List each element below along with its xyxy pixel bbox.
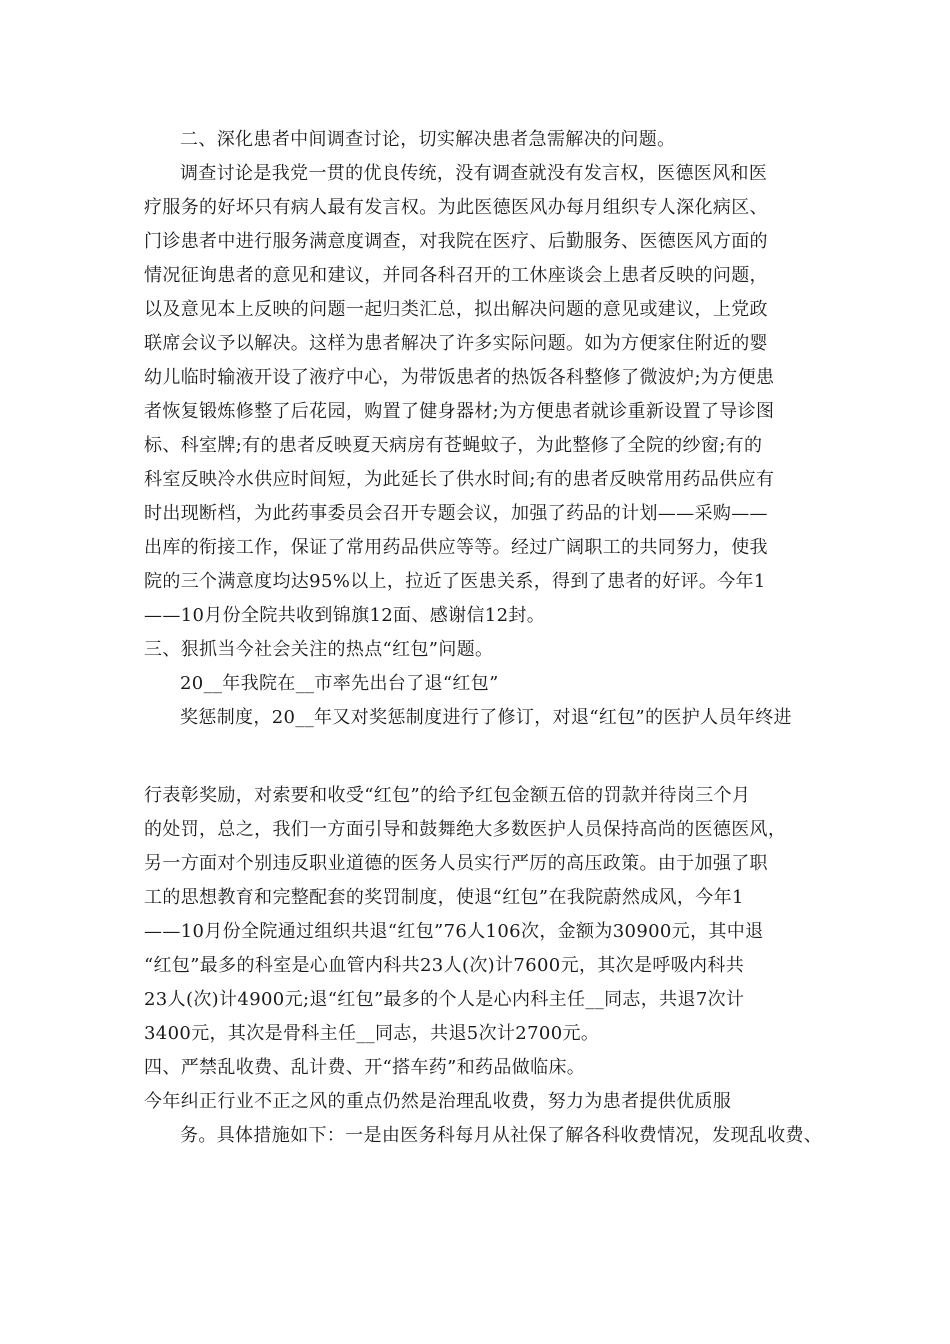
paragraph-line: 奖惩制度，20__年又对奖惩制度进行了修订，对退“红包”的医护人员年终进 — [180, 707, 792, 728]
paragraph-line: 标、科室牌;有的患者反映夏天病房有苍蝇蚊子，为此整修了全院的纱窗;有的 — [144, 435, 763, 456]
paragraph-line: 者恢复锻炼修整了后花园，购置了健身器材;为方便患者就诊重新设置了导诊图 — [144, 401, 775, 422]
paragraph-line: 另一方面对个别违反职业道德的医务人员实行严厉的高压政策。由于加强了职 — [144, 853, 768, 874]
paragraph-line: “红包”最多的科室是心血管内科共23人(次)计7600元，其次是呼吸内科共 — [144, 955, 745, 976]
paragraph-line: 院的三个满意度均达95%以上，拉近了医患关系，得到了患者的好评。今年1 — [144, 571, 766, 592]
paragraph-line: 幼儿临时输液开设了液疗中心，为带饭患者的热饭各科整修了微波炉;为方便患 — [144, 367, 775, 388]
paragraph-line: 以及意见本上反映的问题一起归类汇总，拟出解决问题的意见或建议，上党政 — [144, 299, 768, 320]
paragraph-line: 联席会议予以解决。这样为患者解决了许多实际问题。如为方便家住附近的婴 — [144, 333, 768, 354]
paragraph-line: 今年纠正行业不正之风的重点仍然是治理乱收费，努力为患者提供优质服 — [144, 1091, 732, 1112]
paragraph-line: 科室反映冷水供应时间短，为此延长了供水时间;有的患者反映常用药品供应有 — [144, 469, 775, 490]
paragraph-line: ——10月份全院通过组织共退“红包”76人106次，金额为30900元，其中退 — [144, 921, 764, 942]
paragraph-line: 的处罚，总之，我们一方面引导和鼓舞绝大多数医护人员保持高尚的医德医风， — [144, 819, 787, 840]
section-heading-2: 二、深化患者中间调查讨论，切实解决患者急需解决的问题。 — [180, 129, 676, 150]
paragraph-line: 3400元，其次是骨科主任__同志，共退5次计2700元。 — [144, 1023, 600, 1044]
paragraph-line: 四、严禁乱收费、乱计费、开“搭车药”和药品做临床。 — [144, 1057, 586, 1078]
paragraph-line: 三、狠抓当今社会关注的热点“红包”问题。 — [144, 639, 494, 660]
paragraph-line: 23人(次)计4900元;退“红包”最多的个人是心内科主任__同志，共退7次计 — [144, 989, 745, 1010]
paragraph-line: 时出现断档，为此药事委员会召开专题会议，加强了药品的计划——采购—— — [144, 503, 768, 524]
paragraph-line: 疗服务的好坏只有病人最有发言权。为此医德医风办每月组织专人深化病区、 — [144, 197, 768, 218]
paragraph-line: 调查讨论是我党一贯的优良传统，没有调查就没有发言权，医德医风和医 — [180, 163, 768, 184]
paragraph-line: 工的思想教育和完整配套的奖罚制度，使退“红包”在我院蔚然成风，今年1 — [144, 887, 744, 908]
paragraph-line: 门诊患者中进行服务满意度调查，对我院在医疗、后勤服务、医德医风方面的 — [144, 231, 768, 252]
section-heading-4: 务。具体措施如下：一是由医务科每月从社保了解各科收费情况，发现乱收费、 — [180, 1125, 823, 1146]
paragraph-line: ——10月份全院共收到锦旗12面、感谢信12封。 — [144, 605, 546, 626]
paragraph-line: 行表彰奖励，对索要和收受“红包”的给予红包金额五倍的罚款并待岗三个月 — [144, 785, 751, 806]
paragraph-line: 情况征询患者的意见和建议，并同各科召开的工休座谈会上患者反映的问题， — [144, 265, 768, 286]
section-heading-3: 20__年我院在__市率先出台了退“红包” — [180, 673, 499, 694]
paragraph-line: 出库的衔接工作，保证了常用药品供应等等。经过广阔职工的共同努力，使我 — [144, 537, 768, 558]
